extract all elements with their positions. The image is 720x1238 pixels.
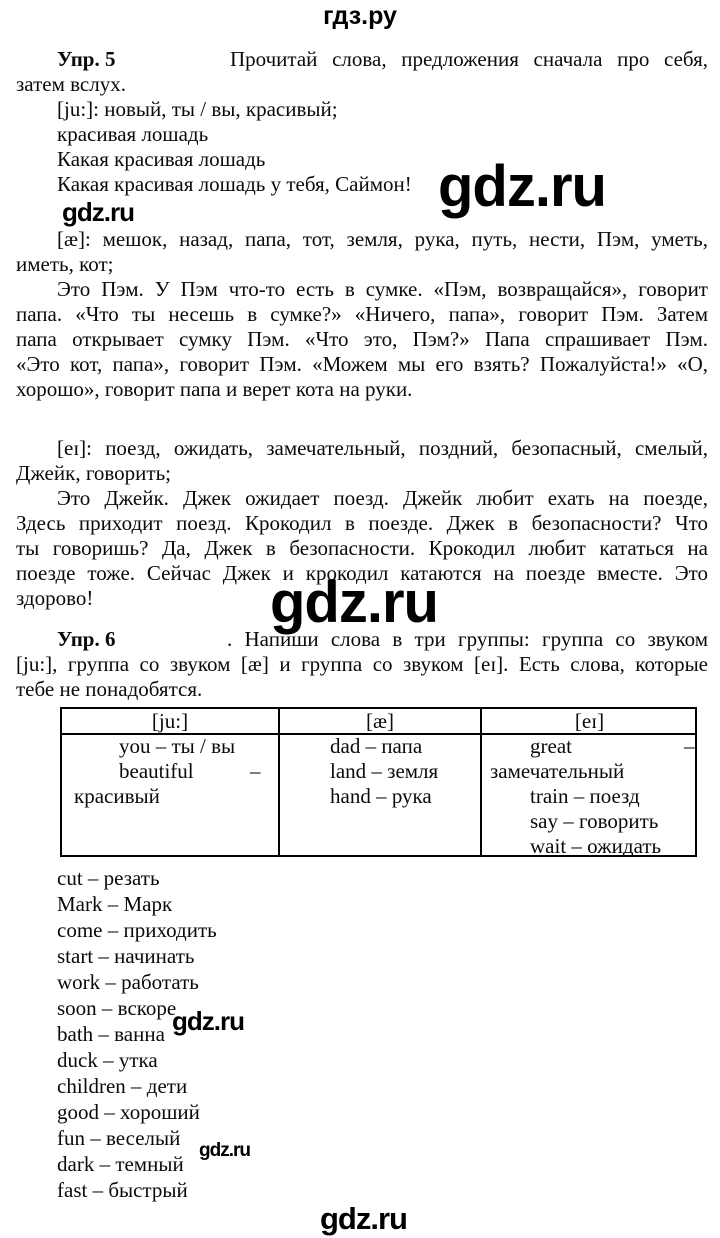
paragraph-line: ты говоришь? Да, Джек в безопасности. Крокодил любит кататься на (16, 536, 708, 560)
table-header-ae: [æ] (366, 709, 394, 733)
table-cell-line: beautiful (119, 759, 194, 783)
paragraph-line: Какая красивая лошадь у тебя, Саймон! (57, 172, 412, 196)
gdz-watermark: gdz.ru (320, 1201, 407, 1236)
word-list-item: duck – утка (57, 1048, 158, 1072)
gdz-watermark: gdz.ru (199, 1140, 250, 1161)
table-cell-line: замечательный (490, 759, 625, 783)
table-cell-line: land – земля (330, 759, 439, 783)
word-list-item: start – начинать (57, 944, 195, 968)
paragraph-line: папа. «Что ты несешь в сумке?» «Ничего, папа», говорит Пэм. Затем (16, 302, 708, 326)
paragraph-line: красивая лошадь (57, 122, 209, 146)
site-logo: гдз.ру (323, 2, 397, 30)
table-cell-line: you – ты / вы (119, 734, 236, 758)
exercise5-label: Упр. 5 (57, 47, 116, 71)
gdz-watermark: gdz.ru (270, 570, 438, 635)
word-list-item: soon – вскоре (57, 996, 177, 1020)
gdz-watermark: gdz.ru (172, 1006, 244, 1036)
paragraph-line: поезде тоже. Сейчас Джек и крокодил катаются на поезде вместе. Это (16, 561, 708, 585)
paragraph-line: «Это кот, папа», говорит Пэм. «Можем мы его взять? Пожалуйста!» «О, (16, 352, 708, 376)
table-cell-line: great (530, 734, 572, 758)
word-list-item: fast – быстрый (57, 1178, 188, 1202)
exercise6-intro-line: . Напиши слова в три группы: группа со звуком (227, 627, 708, 651)
paragraph-line: папа открывает сумку Пэм. «Что это, Пэм?» Папа спрашивает Пэм. (16, 327, 708, 351)
paragraph-line: здорово! (16, 586, 94, 610)
table-cell-line: – (250, 759, 261, 783)
paragraph-line: [ju:]: новый, ты / вы, красивый; (57, 97, 338, 121)
paragraph-line: Какая красивая лошадь (57, 147, 266, 171)
gdz-watermark: gdz.ru (438, 154, 606, 219)
table-cell-line: train – поезд (530, 784, 640, 808)
paragraph-line: [eɪ]: поезд, ожидать, замечательный, поздний, безопасный, смелый, (57, 436, 708, 460)
word-list-item: come – приходить (57, 918, 217, 942)
exercise6-intro-line: тебе не понадобятся. (16, 677, 203, 701)
exercise6-intro-line: [ju:], группа со звуком [æ] и группа со звуком [eɪ]. Есть слова, которые (16, 652, 708, 676)
word-list-item: work – работать (57, 970, 199, 994)
table-header-ei: [eɪ] (574, 709, 605, 733)
word-list-item: dark – темный (57, 1152, 184, 1176)
paragraph-line: хорошо», говорит папа и верет кота на руки. (16, 377, 413, 401)
paragraph-line: Это Пэм. У Пэм что-то есть в сумке. «Пэм, возвращайся», говорит (57, 277, 708, 301)
paragraph-line: [æ]: мешок, назад, папа, тот, земля, рука, путь, нести, Пэм, уметь, (57, 227, 708, 251)
exercise5-intro-line: Прочитай слова, предложения сначала про себя, (230, 47, 708, 71)
word-list-item: cut – резать (57, 866, 160, 890)
table-cell-line: – (684, 734, 695, 758)
table-cell-line: dad – папа (330, 734, 423, 758)
exercise5-intro-line: затем вслух. (16, 72, 126, 96)
word-list-item: good – хороший (57, 1100, 200, 1124)
paragraph-line: Здесь приходит поезд. Крокодил в поезде. Джек в безопасности? Что (16, 511, 708, 535)
exercise6-label: Упр. 6 (57, 627, 116, 651)
paragraph-line: Это Джейк. Джек ожидает поезд. Джейк любит ехать на поезде, (57, 486, 708, 510)
word-list-item: Mark – Марк (57, 892, 173, 916)
paragraph-line: иметь, кот; (16, 252, 114, 276)
gdz-watermark: gdz.ru (62, 197, 134, 227)
table-cell-line: hand – рука (330, 784, 432, 808)
word-list-item: bath – ванна (57, 1022, 165, 1046)
table-cell-line: say – говорить (530, 809, 659, 833)
word-list-item: fun – веселый (57, 1126, 181, 1150)
table-cell-line: wait – ожидать (530, 834, 662, 858)
paragraph-line: Джейк, говорить; (16, 461, 172, 485)
table-cell-line: красивый (74, 784, 160, 808)
table-header-ju: [ju:] (151, 709, 189, 733)
phonetic-table (60, 707, 697, 857)
word-list-item: children – дети (57, 1074, 188, 1098)
